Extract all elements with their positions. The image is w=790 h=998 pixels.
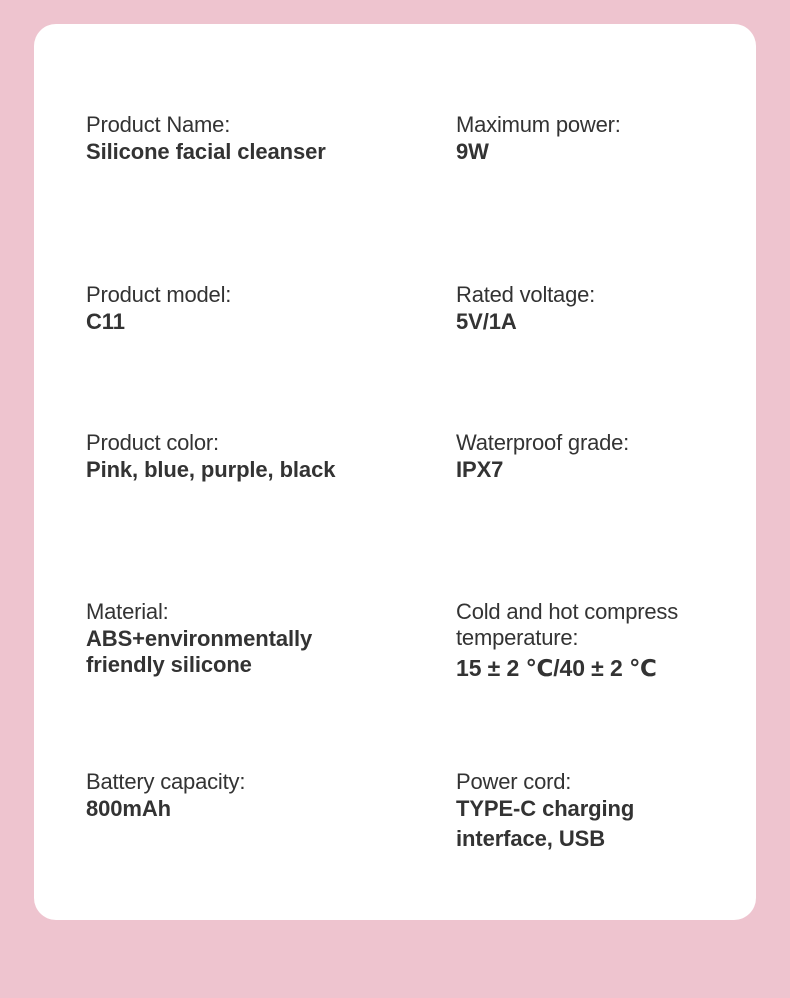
spec-maximum-power	[456, 112, 621, 166]
spec-rated-voltage	[456, 282, 595, 336]
spec-power-cord	[456, 769, 634, 853]
spec-material	[86, 599, 312, 679]
spec-label: Battery capacity:	[86, 769, 246, 794]
spec-value: 800mAh	[86, 796, 171, 821]
spec-label-line-2: temperature:	[456, 625, 579, 650]
spec-waterproof-grade	[456, 430, 629, 484]
spec-label: Waterproof grade:	[456, 430, 630, 455]
spec-label: Maximum power:	[456, 112, 621, 137]
spec-label: Product model:	[86, 282, 232, 307]
spec-value-line-2: friendly silicone	[86, 652, 252, 677]
spec-label: Rated voltage:	[456, 282, 596, 307]
spec-value: Pink, blue, purple, black	[86, 457, 336, 482]
spec-value: Silicone facial cleanser	[86, 139, 326, 164]
spec-product-name	[86, 112, 326, 166]
spec-value-line-2: interface, USB	[456, 826, 605, 851]
spec-label-line-1: Cold and hot compress	[456, 599, 679, 624]
spec-product-model	[86, 282, 231, 336]
spec-label: Product Name:	[86, 112, 231, 137]
spec-product-color	[86, 430, 335, 484]
spec-label: Product color:	[86, 430, 219, 455]
spec-battery-capacity	[86, 769, 245, 823]
spec-value: C11	[86, 309, 125, 334]
spec-value: 9W	[456, 139, 489, 164]
spec-value: 5V/1A	[456, 309, 517, 334]
spec-value: 15 ± 2 ℃/40 ± 2 ℃	[456, 655, 657, 681]
spec-temperature	[456, 599, 678, 683]
spec-label: Power cord:	[456, 769, 572, 794]
spec-value-line-1: TYPE-C charging	[456, 796, 635, 821]
spec-value-line-1: ABS+environmentally	[86, 626, 313, 651]
spec-value: IPX7	[456, 457, 504, 482]
spec-label: Material:	[86, 599, 169, 624]
